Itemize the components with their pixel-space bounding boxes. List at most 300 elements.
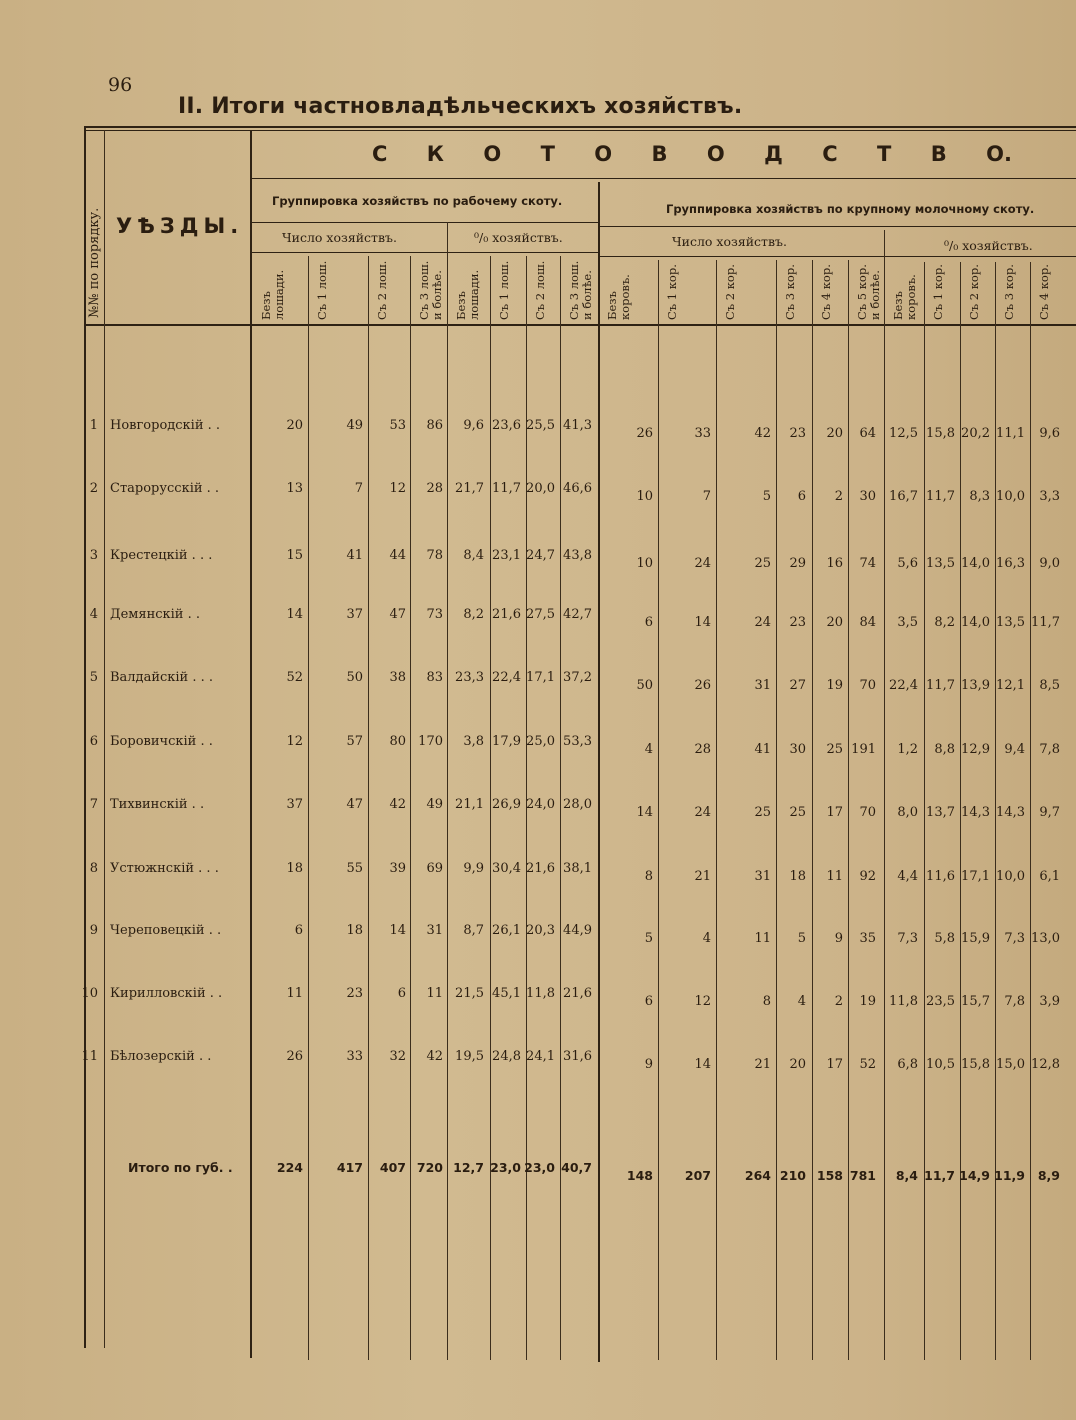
table-cell: 210 [779,1168,806,1183]
group-milk-rule [598,226,1076,227]
table-cell: 21,6 [563,986,592,1001]
table-cell: 14,9 [959,1168,990,1183]
table-cell: 24 [754,615,771,630]
table-cell: 23,6 [492,418,521,433]
table-cell: 23,1 [492,548,521,563]
table-cell: 14 [389,923,406,938]
number-column-rule [104,130,105,1348]
table-cell: 50 [636,678,653,693]
table-cell: 33 [346,1049,363,1064]
table-cell: 9,6 [1039,426,1060,441]
table-cell: 12,5 [889,426,918,441]
table-cell: 3,8 [463,734,484,749]
table-cell: 41,3 [563,418,592,433]
section-title-letter: О [706,142,725,166]
table-cell: 25,5 [526,418,555,433]
work-sub-divider [447,222,448,1360]
table-cell: 14,3 [996,805,1025,820]
table-cell: 16 [826,556,843,571]
table-cell: 21 [694,869,711,884]
table-cell: 15,8 [926,426,955,441]
table-cell: 25 [826,742,843,757]
table-cell: 4 [644,742,653,757]
table-cell: 24 [694,805,711,820]
table-cell: 55 [346,861,363,876]
table-cell: 9,7 [1039,805,1060,820]
row-number: 4 [89,607,98,622]
table-cell: 224 [276,1160,303,1175]
table-cell: 20 [286,418,303,433]
column-header: Съ 3 лош. и болѣе. [417,260,444,320]
table-cell: 21 [754,1057,771,1072]
table-cell: 45,1 [492,986,521,1001]
column-header: Съ 3 кор. [1002,264,1016,320]
table-cell: 7 [354,481,363,496]
table-cell: 15 [286,548,303,563]
table-cell: 13,5 [926,556,955,571]
table-cell: 3,5 [897,615,918,630]
table-cell: 70 [859,678,876,693]
table-cell: 39 [389,861,406,876]
table-cell: 8,8 [934,742,955,757]
table-cell: 13,7 [926,805,955,820]
table-cell: 11 [286,986,303,1001]
table-cell: 74 [859,556,876,571]
row-number: 3 [89,548,98,563]
table-cell: 20 [826,615,843,630]
section-title [372,142,1012,166]
table-cell: 28 [694,742,711,757]
table-cell: 5 [797,931,806,946]
table-cell: 22,4 [492,670,521,685]
milk-pct-header: ⁰/₀ хозяйствъ. [944,238,1033,253]
table-cell: 27,5 [526,607,555,622]
table-cell: 12 [389,481,406,496]
row-number: 5 [89,670,98,685]
table-cell: 18 [789,869,806,884]
table-cell: 12 [694,994,711,1009]
table-cell: 6 [644,615,653,630]
table-cell: 20,2 [961,426,990,441]
table-cell: 31,6 [563,1049,592,1064]
table-cell: 17,1 [961,869,990,884]
row-number: 10 [81,986,98,1001]
table-cell: 53,3 [563,734,592,749]
table-cell: 47 [389,607,406,622]
table-cell: 78 [426,548,443,563]
table-cell: 23,3 [455,670,484,685]
uezdy-header: УѢЗДЫ. [116,214,244,238]
table-cell: 8 [762,994,771,1009]
section-title-letter: С [822,142,838,166]
table-cell: 28 [426,481,443,496]
table-cell: 44 [389,548,406,563]
sub-rule-1 [252,252,598,253]
header-bottom-rule [84,324,1076,326]
table-cell: 23,0 [490,1160,521,1175]
table-cell: 26 [694,678,711,693]
work-pct-header: ⁰/₀ хозяйствъ. [474,230,563,245]
table-cell: 1,2 [897,742,918,757]
table-cell: 9,0 [1039,556,1060,571]
table-cell: 11,7 [926,489,955,504]
column-header: Безъ лошади. [454,269,481,320]
table-cell: 24,1 [526,1049,555,1064]
table-cell: 20,0 [526,481,555,496]
table-cell: 92 [859,869,876,884]
table-cell: 37 [286,797,303,812]
table-cell: 29 [789,556,806,571]
table-cell: 8,4 [895,1168,918,1183]
table-cell: 21,7 [455,481,484,496]
table-cell: 19 [826,678,843,693]
table-cell: 8,2 [934,615,955,630]
table-cell: 37,2 [563,670,592,685]
table-cell: 19,5 [455,1049,484,1064]
section-title-letter: Т [877,142,892,166]
table-cell: 11,8 [526,986,555,1001]
section-title-letter: О [594,142,613,166]
district-name: Демянскій . . [110,607,200,622]
table-cell: 73 [426,607,443,622]
table-cell: 9 [834,931,843,946]
table-cell: 23 [789,615,806,630]
table-cell: 23,5 [926,994,955,1009]
table-cell: 7,3 [1004,931,1025,946]
table-cell: 5,6 [897,556,918,571]
column-header: Съ 4 кор. [819,264,833,320]
table-cell: 41 [346,548,363,563]
section-title-letter: Т [540,142,555,166]
table-cell: 781 [849,1168,876,1183]
table-cell: 14 [636,805,653,820]
table-cell: 15,0 [996,1057,1025,1072]
table-cell: 2 [834,994,843,1009]
column-header: Безъ коровъ. [605,274,632,320]
table-cell: 4 [797,994,806,1009]
table-cell: 10,0 [996,489,1025,504]
milk-count-header: Число хозяйствъ. [672,234,787,249]
column-header: Съ 1 лош. [497,260,511,320]
table-cell: 12 [286,734,303,749]
table-cell: 25 [754,556,771,571]
table-cell: 7,3 [897,931,918,946]
table-cell: 83 [426,670,443,685]
table-cell: 7 [702,489,711,504]
table-cell: 50 [346,670,363,685]
row-number: 11 [81,1049,98,1064]
district-name: Валдайскій . . . [110,670,214,685]
table-cell: 11 [426,986,443,1001]
district-name: Новгородскій . . [110,418,221,433]
table-cell: 11,9 [994,1168,1025,1183]
table-cell: 8,9 [1037,1168,1060,1183]
sub-rule-2 [598,256,1076,257]
table-cell: 264 [744,1168,771,1183]
row-number: 1 [89,418,98,433]
table-cell: 11,7 [926,678,955,693]
table-cell: 69 [426,861,443,876]
table-cell: 21,6 [526,861,555,876]
table-cell: 57 [346,734,363,749]
table-cell: 720 [416,1160,443,1175]
table-cell: 42 [426,1049,443,1064]
table-cell: 20 [789,1057,806,1072]
group-milk-header: Группировка хозяйствъ по крупному молочному скоту. [666,202,1035,216]
table-cell: 26,9 [492,797,521,812]
district-name: Тихвинскій . . [110,797,205,812]
total-label: Итого по губ. . [128,1160,233,1175]
section-title-letter: О [483,142,502,166]
table-cell: 10,0 [996,869,1025,884]
table-cell: 191 [851,742,876,757]
table-cell: 42,7 [563,607,592,622]
table-cell: 86 [426,418,443,433]
table-cell: 14,0 [961,556,990,571]
table-cell: 24,7 [526,548,555,563]
table-cell: 70 [859,805,876,820]
table-cell: 18 [286,861,303,876]
row-number: 2 [89,481,98,496]
table-cell: 19 [859,994,876,1009]
table-cell: 6 [797,489,806,504]
table-cell: 38,1 [563,861,592,876]
table-cell: 13,0 [1031,931,1060,946]
row-number: 8 [89,861,98,876]
table-cell: 148 [626,1168,653,1183]
column-header: Съ 3 лош. и болѣе. [567,260,594,320]
table-cell: 33 [694,426,711,441]
section-title-letter: Д [764,142,783,166]
table-cell: 11 [754,931,771,946]
table-cell: 9,6 [463,418,484,433]
table-cell: 9,4 [1004,742,1025,757]
table-cell: 8,2 [463,607,484,622]
table-cell: 42 [389,797,406,812]
page-title: II. Итоги частновладѣльческихъ хозяйствъ. [178,94,743,119]
table-cell: 407 [379,1160,406,1175]
table-cell: 25,0 [526,734,555,749]
table-cell: 11,1 [996,426,1025,441]
table-cell: 40,7 [561,1160,592,1175]
table-cell: 17,1 [526,670,555,685]
table-cell: 53 [389,418,406,433]
table-cell: 25 [754,805,771,820]
column-header: Съ 2 кор. [723,264,737,320]
table-cell: 38 [389,670,406,685]
section-rule [252,178,1076,179]
page-number: 96 [108,74,133,96]
table-cell: 12,9 [961,742,990,757]
group-divider [598,182,600,1362]
district-name: Устюжнскій . . . [110,861,219,876]
column-header: Съ 1 кор. [665,264,679,320]
table-cell: 10,5 [926,1057,955,1072]
table-cell: 31 [754,678,771,693]
top-rule [84,126,1076,128]
section-title-letter: О. [986,142,1012,166]
table-cell: 27 [789,678,806,693]
table-cell: 30,4 [492,861,521,876]
district-name: Череповецкій . . [110,923,222,938]
table-cell: 49 [426,797,443,812]
column-header: Съ 4 кор. [1037,264,1051,320]
table-cell: 37 [346,607,363,622]
row-number: 7 [89,797,98,812]
table-cell: 12,1 [996,678,1025,693]
table-cell: 4,4 [897,869,918,884]
group-work-rule [252,222,598,223]
table-cell: 11,7 [1031,615,1060,630]
table-cell: 8,3 [969,489,990,504]
table-cell: 16,3 [996,556,1025,571]
table-cell: 3,3 [1039,489,1060,504]
column-header: Съ 1 кор. [931,264,945,320]
section-title-letter: В [930,142,947,166]
table-cell: 18 [346,923,363,938]
table-cell: 9 [644,1057,653,1072]
row-number-header: №№ по порядку. [87,207,102,318]
column-header: Съ 5 кор. и болѣе. [855,264,882,320]
table-cell: 10 [636,556,653,571]
table-cell: 80 [389,734,406,749]
table-cell: 44,9 [563,923,592,938]
column-header: Съ 2 кор. [967,264,981,320]
table-cell: 47 [346,797,363,812]
group-work-header: Группировка хозяйствъ по рабочему скоту. [272,194,563,208]
row-number: 6 [89,734,98,749]
table-cell: 7,8 [1004,994,1025,1009]
table-cell: 23,0 [524,1160,555,1175]
table-cell: 23 [346,986,363,1001]
table-cell: 158 [816,1168,843,1183]
table-cell: 15,8 [961,1057,990,1072]
table-cell: 5,8 [934,931,955,946]
table-cell: 21,1 [455,797,484,812]
table-cell: 22,4 [889,678,918,693]
table-cell: 16,7 [889,489,918,504]
table-cell: 26,1 [492,923,521,938]
table-cell: 21,5 [455,986,484,1001]
table-cell: 13 [286,481,303,496]
column-header: Съ 2 лош. [533,260,547,320]
table-cell: 13,5 [996,615,1025,630]
table-cell: 207 [684,1168,711,1183]
table-cell: 6,8 [897,1057,918,1072]
table-cell: 13,9 [961,678,990,693]
table-cell: 26 [636,426,653,441]
table-cell: 35 [859,931,876,946]
table-cell: 30 [789,742,806,757]
table-cell: 32 [389,1049,406,1064]
district-name: Бѣлозерскій . . [110,1049,212,1064]
district-name: Боровичскій . . [110,734,213,749]
table-cell: 4 [702,931,711,946]
table-cell: 2 [834,489,843,504]
table-cell: 20,3 [526,923,555,938]
column-header: Съ 3 кор. [783,264,797,320]
table-cell: 46,6 [563,481,592,496]
table-cell: 15,7 [961,994,990,1009]
column-header: Съ 1 лош. [315,260,329,320]
table-cell: 41 [754,742,771,757]
table-cell: 11,6 [926,869,955,884]
table-cell: 31 [426,923,443,938]
top-rule-thin [84,130,1076,131]
table-cell: 28,0 [563,797,592,812]
table-cell: 42 [754,426,771,441]
table-cell: 23 [789,426,806,441]
table-cell: 84 [859,615,876,630]
table-cell: 14 [694,1057,711,1072]
table-cell: 11 [826,869,843,884]
table-cell: 64 [859,426,876,441]
table-cell: 24,8 [492,1049,521,1064]
milk-sub-divider [884,230,885,1360]
table-cell: 3,9 [1039,994,1060,1009]
table-cell: 24,0 [526,797,555,812]
table-cell: 7,8 [1039,742,1060,757]
column-header: Безъ лошади. [259,269,286,320]
table-cell: 25 [789,805,806,820]
column-header: Безъ коровъ. [891,274,918,320]
section-title-letter: К [426,142,444,166]
table-cell: 170 [418,734,443,749]
table-cell: 8,5 [1039,678,1060,693]
section-title-letter: В [651,142,668,166]
table-cell: 12,8 [1031,1057,1060,1072]
table-cell: 15,9 [961,931,990,946]
table-cell: 10 [636,489,653,504]
district-name: Старорусскій . . [110,481,220,496]
table-cell: 12,7 [453,1160,484,1175]
table-cell: 11,7 [492,481,521,496]
district-name: Кирилловскій . . [110,986,223,1001]
table-cell: 30 [859,489,876,504]
table-cell: 17,9 [492,734,521,749]
table-cell: 31 [754,869,771,884]
table-cell: 6,1 [1039,869,1060,884]
table-cell: 8,4 [463,548,484,563]
column-header: Съ 2 лош. [375,260,389,320]
table-cell: 6 [644,994,653,1009]
table-cell: 52 [286,670,303,685]
table-cell: 52 [859,1057,876,1072]
table-cell: 14,0 [961,615,990,630]
table-cell: 6 [294,923,303,938]
table-cell: 5 [762,489,771,504]
table-cell: 14 [694,615,711,630]
table-cell: 8,7 [463,923,484,938]
table-cell: 9,9 [463,861,484,876]
table-cell: 49 [346,418,363,433]
work-count-header: Число хозяйствъ. [282,230,397,245]
table-cell: 5 [644,931,653,946]
table-cell: 6 [397,986,406,1001]
table-cell: 26 [286,1049,303,1064]
table-cell: 14 [286,607,303,622]
district-name: Крестецкій . . . [110,548,213,563]
table-cell: 14,3 [961,805,990,820]
table-cell: 8,0 [897,805,918,820]
section-title-letter: С [372,142,388,166]
table-cell: 417 [336,1160,363,1175]
table-cell: 11,8 [889,994,918,1009]
table-cell: 17 [826,1057,843,1072]
table-cell: 17 [826,805,843,820]
table-cell: 20 [826,426,843,441]
row-number: 9 [89,923,98,938]
